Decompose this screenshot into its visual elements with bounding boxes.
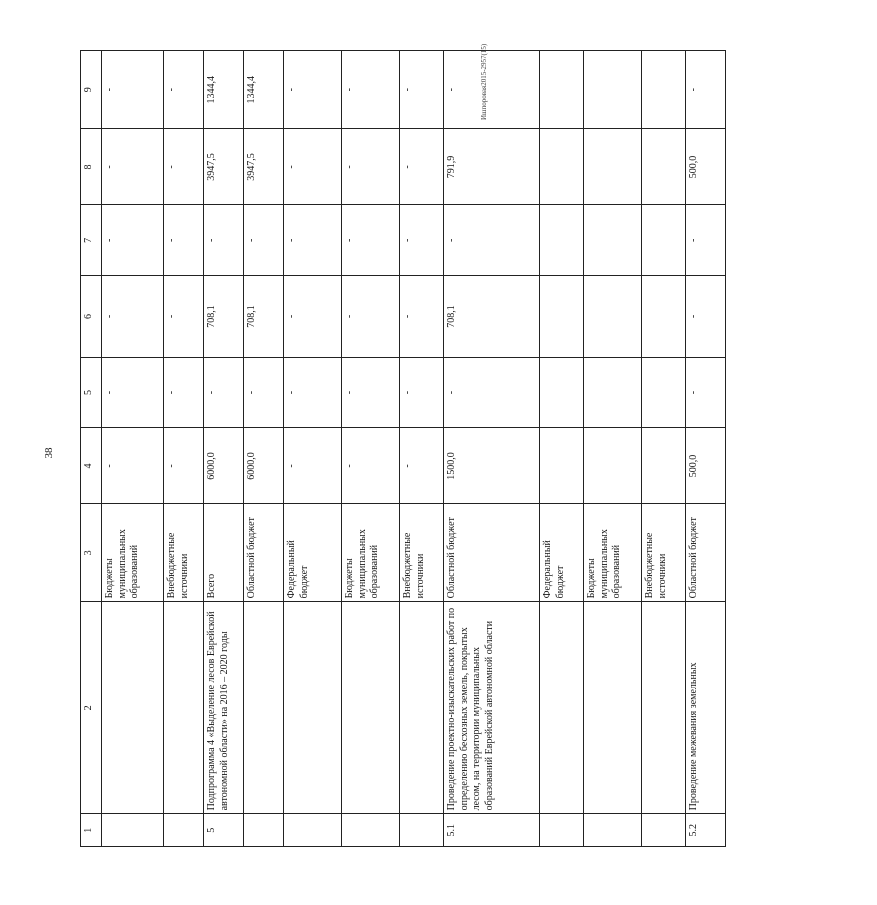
table-row xyxy=(540,51,584,847)
value-cell: 791,9 xyxy=(444,129,540,205)
footer-code: Ишпоровая2015-2957(15) xyxy=(480,43,488,120)
value-cell xyxy=(584,129,642,205)
value-cell xyxy=(540,357,584,428)
value-cell xyxy=(642,129,686,205)
activity-cell xyxy=(284,602,342,814)
value-cell: 708,1 xyxy=(244,276,284,358)
row-number-cell xyxy=(400,814,444,847)
header-cell: 5 xyxy=(81,357,102,428)
value-cell: - xyxy=(284,205,342,276)
table-row xyxy=(584,51,642,847)
value-cell xyxy=(642,357,686,428)
table-row xyxy=(244,51,284,847)
value-cell xyxy=(584,205,642,276)
value-cell xyxy=(642,428,686,504)
value-cell xyxy=(540,129,584,205)
activity-cell xyxy=(584,602,642,814)
budget-table xyxy=(80,50,726,847)
row-number-cell xyxy=(584,814,642,847)
source-cell: Внебюджетные источники xyxy=(164,504,204,602)
table-body xyxy=(81,51,726,847)
header-cell: 7 xyxy=(81,205,102,276)
row-number-cell xyxy=(284,814,342,847)
activity-cell xyxy=(540,602,584,814)
table-row xyxy=(164,51,204,847)
header-cell: 4 xyxy=(81,428,102,504)
header-cell: 6 xyxy=(81,276,102,358)
value-cell: - xyxy=(686,205,726,276)
value-cell: - xyxy=(686,357,726,428)
value-cell: - xyxy=(400,129,444,205)
value-cell: - xyxy=(164,276,204,358)
source-cell: Бюджеты муниципальных образований xyxy=(584,504,642,602)
source-cell: Внебюджетные источники xyxy=(642,504,686,602)
source-cell: Бюджеты муниципальных образований xyxy=(342,504,400,602)
value-cell: 3947,5 xyxy=(244,129,284,205)
value-cell: - xyxy=(244,205,284,276)
table-row xyxy=(444,51,540,847)
value-cell xyxy=(642,205,686,276)
value-cell: - xyxy=(400,205,444,276)
value-cell xyxy=(584,357,642,428)
value-cell: 3947,5 xyxy=(204,129,244,205)
value-cell: - xyxy=(342,129,400,205)
source-cell: Областной бюджет xyxy=(444,504,540,602)
value-cell xyxy=(540,205,584,276)
activity-cell: Проведение проектно-изыскательских работ по определению бесхозных земель, покрытых лесом, на территории муниципальных образований Еврейской автономной области xyxy=(444,602,540,814)
activity-cell xyxy=(400,602,444,814)
source-cell: Всего xyxy=(204,504,244,602)
value-cell: - xyxy=(686,276,726,358)
activity-cell xyxy=(102,602,164,814)
value-cell: 1500,0 xyxy=(444,428,540,504)
header-cell: 3 xyxy=(81,504,102,602)
table-row xyxy=(400,51,444,847)
value-cell xyxy=(642,51,686,129)
page-number: 38 xyxy=(43,447,55,459)
row-number-cell xyxy=(342,814,400,847)
value-cell: - xyxy=(342,276,400,358)
value-cell: - xyxy=(102,357,164,428)
value-cell: - xyxy=(686,51,726,129)
row-number-cell: 5 xyxy=(204,814,244,847)
source-cell: Областной бюджет xyxy=(686,504,726,602)
row-number-cell xyxy=(642,814,686,847)
value-cell: - xyxy=(444,51,540,129)
value-cell xyxy=(540,276,584,358)
value-cell: - xyxy=(444,357,540,428)
value-cell xyxy=(584,428,642,504)
source-cell: Федеральный бюджет xyxy=(540,504,584,602)
activity-cell xyxy=(164,602,204,814)
value-cell: 708,1 xyxy=(204,276,244,358)
value-cell: 708,1 xyxy=(444,276,540,358)
value-cell: - xyxy=(284,428,342,504)
value-cell: - xyxy=(400,428,444,504)
value-cell: - xyxy=(164,51,204,129)
value-cell: 6000,0 xyxy=(204,428,244,504)
header-cell: 9 xyxy=(81,51,102,129)
source-cell: Бюджеты муниципальных образований xyxy=(102,504,164,602)
value-cell: 1344,4 xyxy=(204,51,244,129)
row-number-cell: 5.2 xyxy=(686,814,726,847)
value-cell: - xyxy=(102,205,164,276)
value-cell: - xyxy=(284,129,342,205)
value-cell: - xyxy=(164,129,204,205)
value-cell: - xyxy=(102,129,164,205)
source-cell: Областной бюджет xyxy=(244,504,284,602)
value-cell: - xyxy=(342,428,400,504)
value-cell: 500,0 xyxy=(686,129,726,205)
value-cell: - xyxy=(102,276,164,358)
value-cell: - xyxy=(204,205,244,276)
table-row xyxy=(642,51,686,847)
value-cell: - xyxy=(400,357,444,428)
value-cell: - xyxy=(164,428,204,504)
value-cell: - xyxy=(102,51,164,129)
activity-cell: Проведение межевания земельных xyxy=(686,602,726,814)
header-row xyxy=(81,51,102,847)
header-cell: 2 xyxy=(81,602,102,814)
value-cell xyxy=(584,51,642,129)
value-cell: - xyxy=(102,428,164,504)
row-number-cell xyxy=(102,814,164,847)
value-cell: - xyxy=(342,205,400,276)
value-cell: 500,0 xyxy=(686,428,726,504)
value-cell: - xyxy=(400,51,444,129)
activity-cell xyxy=(342,602,400,814)
table-row xyxy=(686,51,726,847)
table-row xyxy=(102,51,164,847)
value-cell: - xyxy=(244,357,284,428)
value-cell: - xyxy=(284,51,342,129)
table-row xyxy=(284,51,342,847)
value-cell xyxy=(642,276,686,358)
activity-cell: Подпрограмма 4 «Выделение лесов Еврейской автономной области» на 2016 – 2020 годы xyxy=(204,602,244,814)
source-cell: Федеральный бюджет xyxy=(284,504,342,602)
source-cell: Внебюджетные источники xyxy=(400,504,444,602)
value-cell: - xyxy=(204,357,244,428)
row-number-cell: 5.1 xyxy=(444,814,540,847)
row-number-cell xyxy=(244,814,284,847)
row-number-cell xyxy=(164,814,204,847)
table-row xyxy=(204,51,244,847)
value-cell: - xyxy=(284,276,342,358)
header-cell: 8 xyxy=(81,129,102,205)
row-number-cell xyxy=(540,814,584,847)
activity-cell xyxy=(642,602,686,814)
header-cell: 1 xyxy=(81,814,102,847)
table-row xyxy=(342,51,400,847)
value-cell: - xyxy=(164,205,204,276)
value-cell: - xyxy=(342,357,400,428)
value-cell xyxy=(540,51,584,129)
rotated-table-wrapper xyxy=(80,50,877,837)
value-cell: 6000,0 xyxy=(244,428,284,504)
value-cell: - xyxy=(342,51,400,129)
value-cell xyxy=(584,276,642,358)
value-cell: - xyxy=(400,276,444,358)
value-cell: 1344,4 xyxy=(244,51,284,129)
value-cell: - xyxy=(444,205,540,276)
activity-cell xyxy=(244,602,284,814)
value-cell xyxy=(540,428,584,504)
value-cell: - xyxy=(284,357,342,428)
value-cell: - xyxy=(164,357,204,428)
